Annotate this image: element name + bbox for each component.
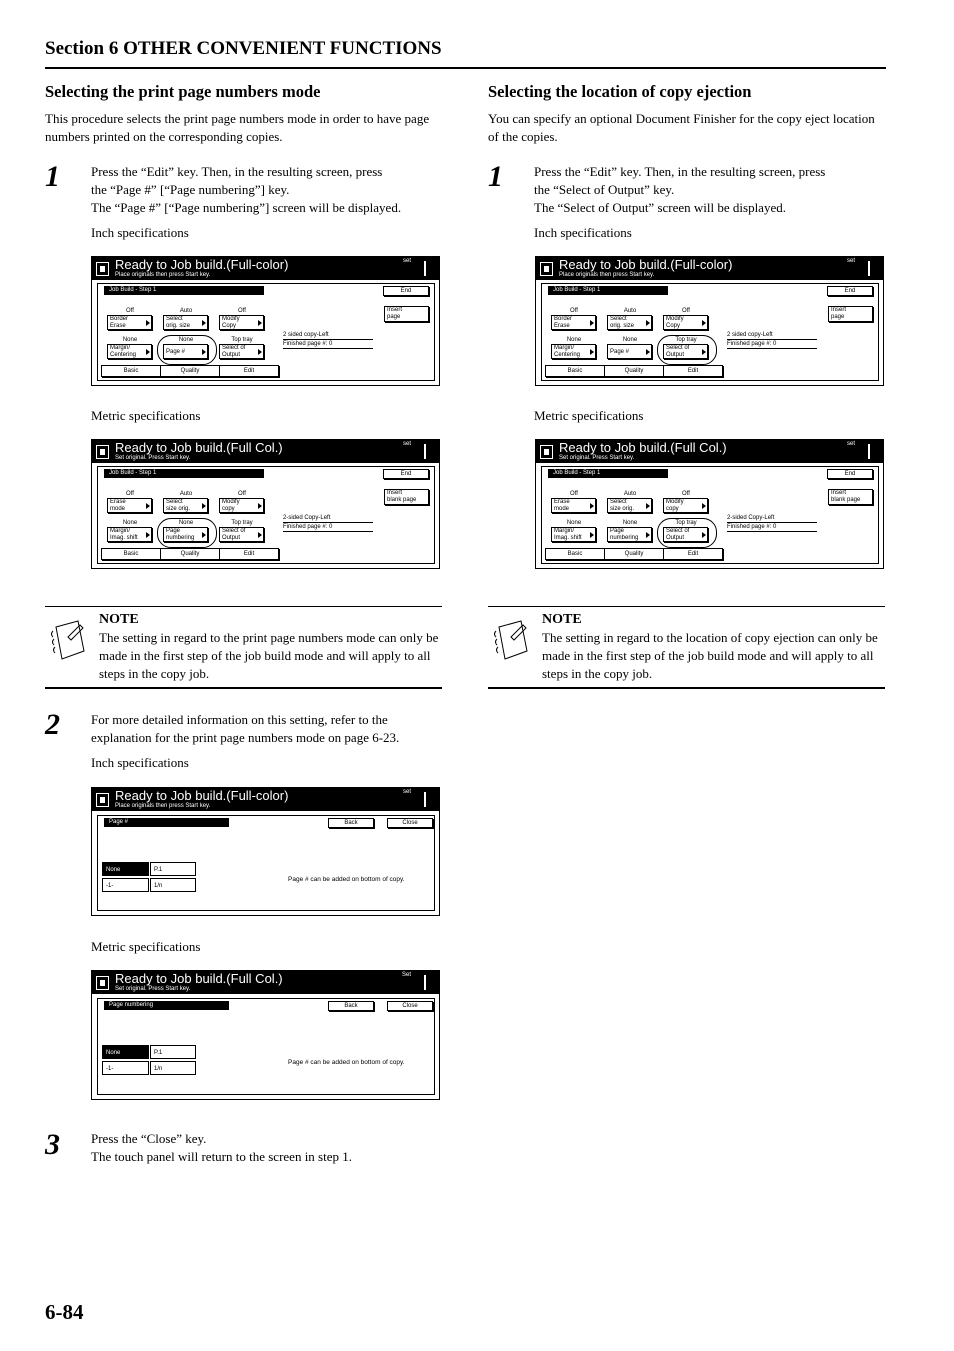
tab-edit[interactable]: Edit bbox=[219, 365, 279, 377]
arrow-right-icon bbox=[258, 320, 262, 326]
back-button[interactable]: Back bbox=[328, 1001, 374, 1011]
job-info bbox=[727, 514, 817, 532]
arrow-right-icon bbox=[258, 503, 262, 509]
page-numbering-bar: Page numbering bbox=[104, 1001, 229, 1010]
select-of-output-button[interactable] bbox=[663, 344, 708, 359]
page-number-option-1n[interactable]: 1/n bbox=[150, 1061, 196, 1075]
tab-edit[interactable]: Edit bbox=[663, 365, 723, 377]
note-title: NOTE bbox=[99, 612, 139, 627]
close-button[interactable]: Close bbox=[387, 818, 433, 828]
screen-titlebar bbox=[92, 440, 439, 463]
screen-inch-page-number bbox=[91, 787, 440, 916]
screen-panel bbox=[97, 815, 435, 911]
copy-count-icon bbox=[424, 261, 431, 276]
screen-titlebar bbox=[92, 257, 439, 280]
job-info-line: 2-sided Copy-Left bbox=[283, 514, 373, 523]
screen-inch-edit-right bbox=[535, 256, 884, 386]
insert-page-button[interactable]: Insert page bbox=[384, 306, 429, 322]
spec-label-metric: Metric specifications bbox=[91, 939, 201, 954]
job-icon bbox=[96, 976, 109, 990]
right-step1-text bbox=[534, 163, 894, 217]
copy-count-icon bbox=[424, 975, 431, 990]
left-step1-line: the “Page #” [“Page numbering”] key. bbox=[91, 182, 290, 197]
left-step1-number: 1 bbox=[45, 160, 60, 193]
margin-imag-shift-label: Margin/ Imag. shift bbox=[110, 528, 138, 541]
section-rule bbox=[45, 67, 886, 69]
close-button[interactable]: Close bbox=[387, 1001, 433, 1011]
output-value: Top tray bbox=[675, 520, 697, 526]
screen-metric-edit-left bbox=[91, 439, 440, 569]
border-erase-label: Border Erase bbox=[110, 316, 129, 329]
select-size-orig-label: Select size orig. bbox=[610, 499, 635, 512]
arrow-right-icon bbox=[258, 532, 262, 538]
border-erase-value: Off bbox=[126, 308, 134, 314]
screen-title: Ready to Job build.(Full-color) bbox=[559, 257, 733, 272]
spec-label-inch: Inch specifications bbox=[91, 225, 189, 240]
screen-title: Ready to Job build.(Full-color) bbox=[115, 257, 289, 272]
job-info-line: 2 sided copy-Left bbox=[727, 331, 817, 340]
page-number-option-dash[interactable]: -1- bbox=[102, 1061, 149, 1075]
job-icon bbox=[96, 445, 109, 459]
screen-subtitle: Place originals then press Start key. bbox=[559, 272, 655, 278]
arrow-right-icon bbox=[702, 349, 706, 355]
modify-copy-label: Modify copy bbox=[666, 499, 684, 512]
copy-count-icon bbox=[868, 444, 875, 459]
set-label: set bbox=[402, 441, 411, 447]
select-orig-size-label: Select orig. size bbox=[610, 316, 635, 329]
screen-titlebar bbox=[536, 257, 883, 280]
screen-title: Ready to Job build.(Full Col.) bbox=[559, 440, 727, 455]
page-number-button[interactable] bbox=[607, 344, 652, 359]
job-info-line: Finished page #: 0 bbox=[283, 340, 373, 349]
screen-subtitle: Place originals then press Start key. bbox=[115, 272, 211, 278]
arrow-right-icon bbox=[590, 532, 594, 538]
arrow-right-icon bbox=[646, 349, 650, 355]
page-number-label: Page # bbox=[610, 349, 630, 355]
note-body: The setting in regard to the location of copy ejection can only be made in the first step of the job build mode and will apply to all steps in the copy job. bbox=[542, 630, 878, 681]
screen-titlebar bbox=[92, 788, 439, 811]
modify-copy-value: Off bbox=[682, 308, 690, 314]
modify-copy-button[interactable] bbox=[663, 315, 708, 330]
left-heading: Selecting the print page numbers mode bbox=[45, 82, 321, 101]
page-number: 6-84 bbox=[45, 1300, 84, 1324]
set-label: set bbox=[846, 258, 855, 264]
spec-label-inch: Inch specifications bbox=[534, 225, 632, 240]
erase-mode-label: Erase mode bbox=[554, 499, 570, 512]
margin-centering-button[interactable] bbox=[551, 344, 596, 359]
page-number-bar: Page # bbox=[104, 818, 229, 827]
tab-basic[interactable]: Basic bbox=[101, 548, 161, 560]
job-info bbox=[283, 331, 373, 349]
tab-basic[interactable]: Basic bbox=[545, 548, 605, 560]
end-button[interactable]: End bbox=[827, 286, 873, 296]
modify-copy-button[interactable] bbox=[663, 498, 708, 513]
notepad-icon bbox=[491, 617, 531, 663]
spec-label-metric: Metric specifications bbox=[534, 408, 644, 423]
section-title: Section 6 OTHER CONVENIENT FUNCTIONS bbox=[45, 38, 442, 59]
margin-imag-shift-button[interactable] bbox=[107, 527, 152, 542]
modify-copy-button[interactable] bbox=[219, 498, 264, 513]
note-left bbox=[45, 606, 442, 689]
tab-edit[interactable]: Edit bbox=[663, 548, 723, 560]
note-body: The setting in regard to the print page numbers mode can only be made in the first step of the job build mode and will apply to all steps in the copy job. bbox=[99, 630, 439, 681]
job-build-bar: Job Build - Step 1 bbox=[548, 286, 668, 295]
margin-imag-shift-label: Margin/ Imag. shift bbox=[554, 528, 582, 541]
modify-copy-value: Off bbox=[238, 308, 246, 314]
job-info bbox=[727, 331, 817, 349]
screen-panel bbox=[97, 998, 435, 1095]
page-number-option-1n[interactable]: 1/n bbox=[150, 878, 196, 892]
tab-quality[interactable]: Quality bbox=[160, 548, 220, 560]
screen-title: Ready to Job build.(Full-color) bbox=[115, 788, 289, 803]
arrow-right-icon bbox=[146, 349, 150, 355]
back-button[interactable]: Back bbox=[328, 818, 374, 828]
screen-subtitle: Place originals then press Start key. bbox=[115, 803, 211, 809]
margin-value: None bbox=[122, 520, 138, 526]
border-erase-value: Off bbox=[570, 308, 578, 314]
border-erase-button[interactable] bbox=[551, 315, 596, 330]
right-step1-number: 1 bbox=[488, 160, 503, 193]
left-step2-number: 2 bbox=[45, 708, 60, 741]
screen-metric-page-numbering bbox=[91, 970, 440, 1100]
select-of-output-label: Select of Output bbox=[222, 345, 246, 358]
modify-copy-label: Modify Copy bbox=[666, 316, 684, 329]
job-icon bbox=[540, 262, 553, 276]
orig-size-value: Auto bbox=[623, 308, 637, 314]
right-step1-line: Press the “Edit” key. Then, in the resulting screen, press bbox=[534, 164, 826, 179]
page-number-option-none[interactable]: None bbox=[102, 1045, 149, 1059]
insert-blank-page-button[interactable]: Insert blank page bbox=[384, 489, 429, 505]
page-numbering-button[interactable] bbox=[163, 527, 208, 542]
screen-panel bbox=[97, 283, 435, 381]
page-number-message: Page # can be added on bottom of copy. bbox=[288, 1059, 405, 1066]
job-info bbox=[283, 514, 373, 532]
left-step3-text bbox=[91, 1130, 451, 1166]
modify-copy-label: Modify copy bbox=[222, 499, 240, 512]
notepad-icon bbox=[48, 617, 88, 663]
modify-copy-label: Modify Copy bbox=[222, 316, 240, 329]
tab-basic[interactable]: Basic bbox=[101, 365, 161, 377]
output-value: Top tray bbox=[231, 520, 253, 526]
output-value: Top tray bbox=[231, 337, 253, 343]
margin-value: None bbox=[566, 520, 582, 526]
spec-label-inch: Inch specifications bbox=[91, 755, 189, 770]
page-numbering-label: Page numbering bbox=[610, 528, 639, 541]
set-label: set bbox=[402, 258, 411, 264]
border-erase-button[interactable] bbox=[107, 315, 152, 330]
copy-count-icon bbox=[868, 261, 875, 276]
screen-title: Ready to Job build.(Full Col.) bbox=[115, 971, 283, 986]
margin-centering-label: Margin/ Centering bbox=[110, 345, 137, 358]
left-step3-line: Press the “Close” key. bbox=[91, 1131, 207, 1146]
arrow-right-icon bbox=[646, 532, 650, 538]
screen-subtitle: Set original. Press Start key. bbox=[115, 455, 191, 461]
set-label: Set bbox=[401, 972, 411, 978]
margin-centering-label: Margin/ Centering bbox=[554, 345, 581, 358]
page-number-label: Page # bbox=[166, 349, 186, 355]
select-orig-size-button[interactable] bbox=[163, 315, 208, 330]
page-number-option-p1[interactable]: P.1 bbox=[150, 862, 196, 876]
select-of-output-label: Select of Output bbox=[222, 528, 246, 541]
erase-mode-value: Off bbox=[126, 491, 134, 497]
left-step1-line: The “Page #” [“Page numbering”] screen will be displayed. bbox=[91, 200, 402, 215]
set-label: set bbox=[846, 441, 855, 447]
arrow-right-icon bbox=[202, 532, 206, 538]
right-step1-line: The “Select of Output” screen will be displayed. bbox=[534, 200, 786, 215]
arrow-right-icon bbox=[702, 532, 706, 538]
margin-centering-button[interactable] bbox=[107, 344, 152, 359]
screen-metric-edit-right bbox=[535, 439, 884, 569]
screen-panel bbox=[541, 466, 879, 564]
select-size-orig-label: Select size orig. bbox=[166, 499, 191, 512]
insert-page-button[interactable]: Insert page bbox=[828, 306, 873, 322]
modify-copy-button[interactable] bbox=[219, 315, 264, 330]
select-of-output-button[interactable] bbox=[219, 344, 264, 359]
tab-quality[interactable]: Quality bbox=[604, 365, 664, 377]
orig-size-value: Auto bbox=[179, 308, 193, 314]
modify-copy-value: Off bbox=[682, 491, 690, 497]
screen-panel bbox=[97, 466, 435, 564]
arrow-right-icon bbox=[146, 320, 150, 326]
left-step1-line: Press the “Edit” key. Then, in the resulting screen, press bbox=[91, 164, 383, 179]
margin-value: None bbox=[566, 337, 582, 343]
screen-titlebar bbox=[536, 440, 883, 463]
modify-copy-value: Off bbox=[238, 491, 246, 497]
select-orig-size-label: Select orig. size bbox=[166, 316, 191, 329]
screen-inch-edit-left bbox=[91, 256, 440, 386]
left-intro: This procedure selects the print page numbers mode in order to have page numbers printed on the corresponding copies. bbox=[45, 111, 430, 144]
page-number-value: None bbox=[622, 337, 638, 343]
arrow-right-icon bbox=[646, 320, 650, 326]
margin-value: None bbox=[122, 337, 138, 343]
end-button[interactable]: End bbox=[383, 469, 429, 479]
arrow-right-icon bbox=[258, 349, 262, 355]
page-number-option-none[interactable]: None bbox=[102, 862, 149, 876]
erase-mode-button[interactable] bbox=[551, 498, 596, 513]
margin-imag-shift-button[interactable] bbox=[551, 527, 596, 542]
arrow-right-icon bbox=[646, 503, 650, 509]
border-erase-label: Border Erase bbox=[554, 316, 573, 329]
job-info-line: 2-sided Copy-Left bbox=[727, 514, 817, 523]
tab-edit[interactable]: Edit bbox=[219, 548, 279, 560]
page-numbering-label: Page numbering bbox=[166, 528, 195, 541]
note-right bbox=[488, 606, 885, 689]
note-title: NOTE bbox=[542, 612, 582, 627]
page-numbering-button[interactable] bbox=[607, 527, 652, 542]
arrow-right-icon bbox=[702, 503, 706, 509]
copy-count-icon bbox=[424, 792, 431, 807]
job-info-line: Finished page #: 0 bbox=[727, 340, 817, 349]
right-step1-line: the “Select of Output” key. bbox=[534, 182, 675, 197]
page-number-option-dash[interactable]: -1- bbox=[102, 878, 149, 892]
job-info-line: Finished page #: 0 bbox=[283, 523, 373, 532]
screen-title: Ready to Job build.(Full Col.) bbox=[115, 440, 283, 455]
set-label: set bbox=[402, 789, 411, 795]
job-icon bbox=[96, 262, 109, 276]
tab-basic[interactable]: Basic bbox=[545, 365, 605, 377]
left-step2-text bbox=[91, 711, 451, 747]
right-intro: You can specify an optional Document Finisher for the copy eject location of the copies. bbox=[488, 111, 875, 144]
tab-quality[interactable]: Quality bbox=[604, 548, 664, 560]
screen-subtitle: Set original. Press Start key. bbox=[115, 986, 191, 992]
select-size-orig-button[interactable] bbox=[163, 498, 208, 513]
end-button[interactable]: End bbox=[827, 469, 873, 479]
arrow-right-icon bbox=[146, 503, 150, 509]
page-number-option-p1[interactable]: P.1 bbox=[150, 1045, 196, 1059]
arrow-right-icon bbox=[590, 349, 594, 355]
end-button[interactable]: End bbox=[383, 286, 429, 296]
page-number-value: None bbox=[178, 337, 194, 343]
page-numbering-value: None bbox=[178, 520, 194, 526]
arrow-right-icon bbox=[146, 532, 150, 538]
size-orig-value: Auto bbox=[179, 491, 193, 497]
size-orig-value: Auto bbox=[623, 491, 637, 497]
job-build-bar: Job Build - Step 1 bbox=[104, 286, 264, 295]
left-step3-number: 3 bbox=[45, 1128, 60, 1161]
left-step2-line: For more detailed information on this setting, refer to the bbox=[91, 712, 388, 727]
copy-count-icon bbox=[424, 444, 431, 459]
erase-mode-label: Erase mode bbox=[110, 499, 126, 512]
screen-subtitle: Set original. Press Start key. bbox=[559, 455, 635, 461]
erase-mode-button[interactable] bbox=[107, 498, 152, 513]
erase-mode-value: Off bbox=[570, 491, 578, 497]
job-build-bar: Job Build - Step 1 bbox=[104, 469, 264, 478]
page-numbering-value: None bbox=[622, 520, 638, 526]
job-build-bar: Job Build - Step 1 bbox=[548, 469, 668, 478]
arrow-right-icon bbox=[590, 320, 594, 326]
arrow-right-icon bbox=[202, 320, 206, 326]
output-value: Top tray bbox=[675, 337, 697, 343]
arrow-right-icon bbox=[590, 503, 594, 509]
select-of-output-label: Select of Output bbox=[666, 345, 690, 358]
select-size-orig-button[interactable] bbox=[607, 498, 652, 513]
job-info-line: Finished page #: 0 bbox=[727, 523, 817, 532]
job-info-line: 2 sided copy-Left bbox=[283, 331, 373, 340]
select-of-output-label: Select of Output bbox=[666, 528, 690, 541]
select-of-output-button[interactable] bbox=[219, 527, 264, 542]
select-orig-size-button[interactable] bbox=[607, 315, 652, 330]
job-icon bbox=[96, 793, 109, 807]
page-number-message: Page # can be added on bottom of copy. bbox=[288, 876, 405, 883]
left-step1-text bbox=[91, 163, 451, 217]
page-number-button[interactable] bbox=[163, 344, 208, 359]
arrow-right-icon bbox=[702, 320, 706, 326]
select-of-output-button[interactable] bbox=[663, 527, 708, 542]
spec-label-metric: Metric specifications bbox=[91, 408, 201, 423]
tab-quality[interactable]: Quality bbox=[160, 365, 220, 377]
left-step3-line: The touch panel will return to the screen in step 1. bbox=[91, 1149, 353, 1164]
left-step2-line: explanation for the print page numbers mode on page 6-23. bbox=[91, 730, 400, 745]
insert-blank-page-button[interactable]: Insert blank page bbox=[828, 489, 873, 505]
arrow-right-icon bbox=[202, 349, 206, 355]
job-icon bbox=[540, 445, 553, 459]
arrow-right-icon bbox=[202, 503, 206, 509]
right-heading: Selecting the location of copy ejection bbox=[488, 82, 752, 101]
screen-panel bbox=[541, 283, 879, 381]
screen-titlebar bbox=[92, 971, 439, 994]
